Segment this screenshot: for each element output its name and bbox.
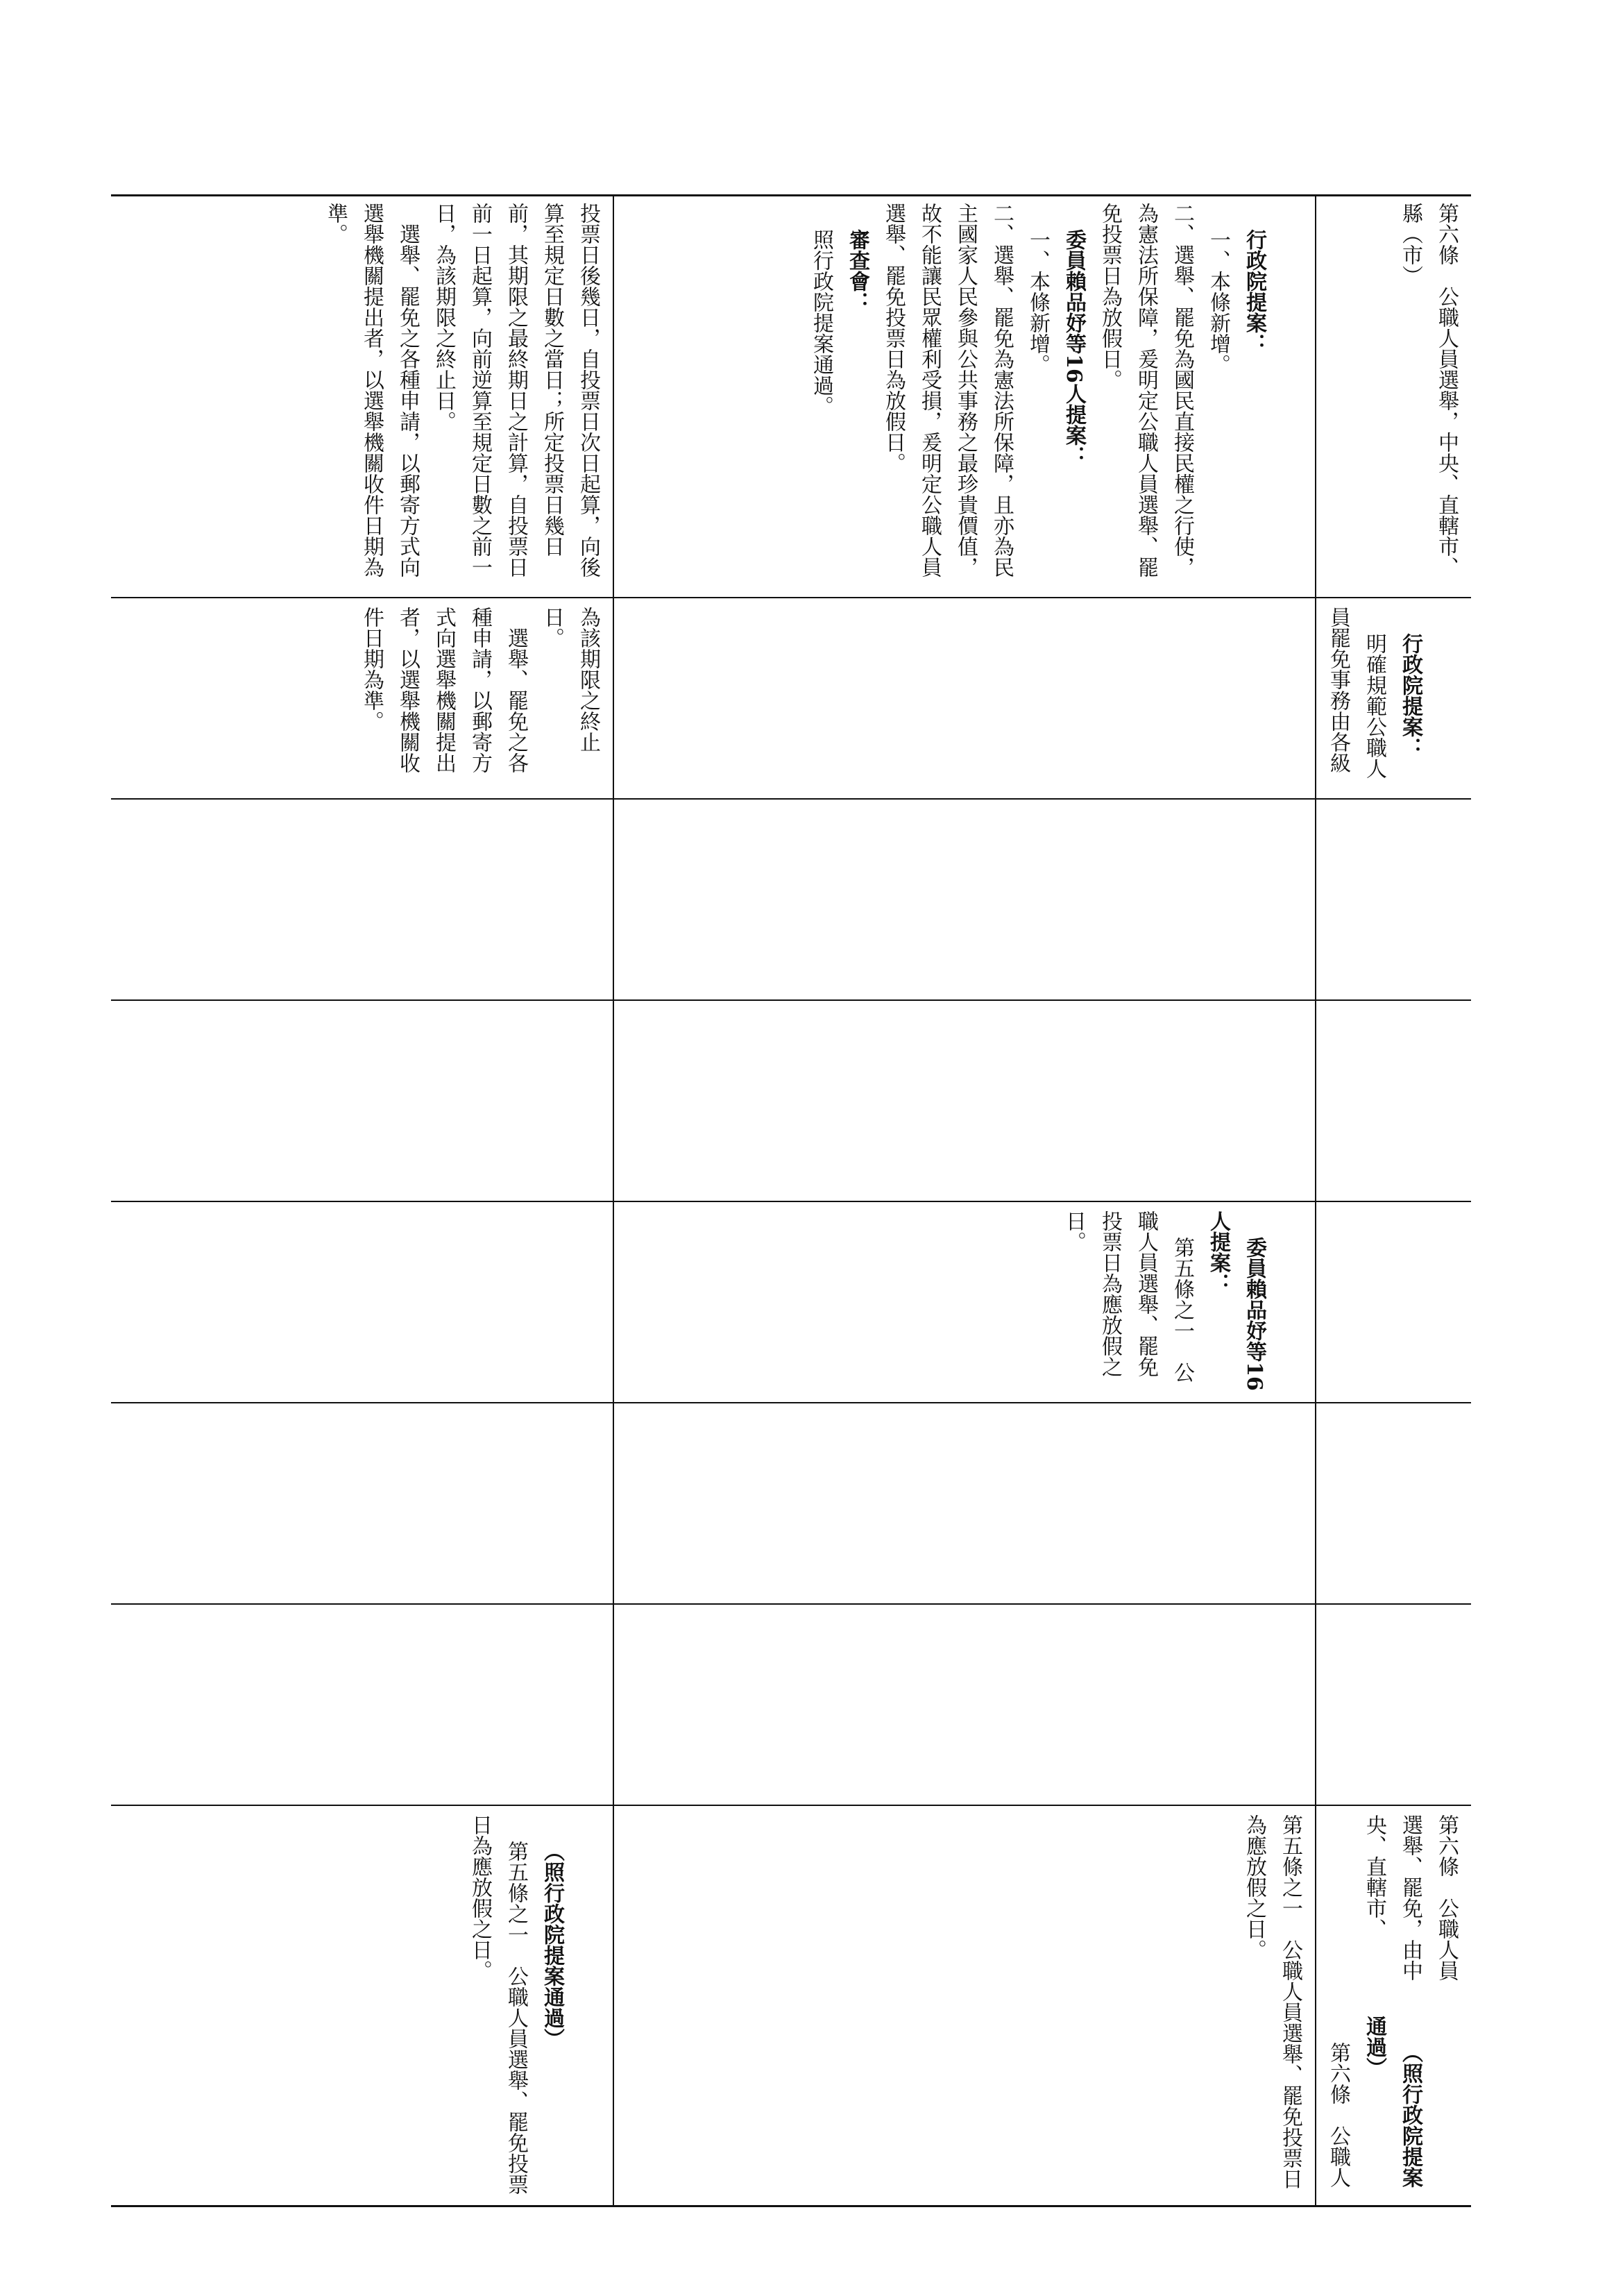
r5c2-title: 委員賴品妤等16人提案： — [1206, 1210, 1266, 1391]
cell-r1c1: 投票日後幾日，自投票日次日起算，向後算至規定日數之當日；所定投票日幾日前，其期限之最終期日之計算，自投票日前一日起算，向前逆算至規定日數之前一日，為該期限之終止日。 選舉、罷免之各種申請，以郵寄方式向選舉機關提出者，以選舉機關收件日期為準。 — [323, 203, 600, 577]
r1c2-body2: 一、本條新增。 二、選舉、罷免為憲法所保障，且亦為民主國家人民參與公共事務之最珍貴價值，故不能讓民眾權利受損，爰明定公職人員選舉、罷免投票日為放假日。 — [881, 203, 1050, 577]
cell-r8c2: 第五條之一 公職人員選舉、罷免投票日為應放假之日。 — [1242, 1814, 1302, 2189]
row-divider-3 — [111, 999, 1471, 1001]
r8c4-title: （照行政院提案通過） — [1362, 2016, 1422, 2188]
cell-r8c4 — [1316, 2007, 1471, 2205]
document-table — [111, 194, 1471, 2207]
row-divider-2 — [111, 798, 1471, 800]
cell-r5c2 — [614, 1202, 1315, 1402]
cell-r8c1 — [111, 1806, 613, 2205]
r1c2-title2: 委員賴品妤等16人提案： — [1062, 229, 1086, 466]
r8c1-title: （照行政院提案通過） — [540, 1841, 564, 2050]
row-divider-5 — [111, 1402, 1471, 1403]
r1c2-title: 行政院提案： — [1242, 229, 1266, 355]
cell-r2c1: 為該期限之終止日。 選舉、罷免之各種申請，以郵寄方式向選舉機關提出者，以選舉機關收件日期為準。 — [359, 607, 600, 773]
cell-r8c3: 第六條 公職人員選舉、罷免，由中央、直轄市、 — [1362, 1814, 1459, 1981]
r8c1-body: 第五條之一 公職人員選舉、罷免投票日為應放假之日。 — [468, 1814, 528, 2195]
cell-r1c2 — [614, 194, 1315, 597]
cell-r1c3: 第六條 公職人員選舉，中央、直轄市、縣（市） — [1398, 203, 1459, 577]
r1c2-body3: 照行政院提案通過。 — [809, 229, 833, 417]
r8c4-body: 第六條 公職人 — [1326, 2042, 1350, 2188]
row-divider-6 — [111, 1603, 1471, 1605]
r5c2-body: 第五條之一 公職人員選舉、罷免投票日為應放假之日。 — [1062, 1210, 1194, 1383]
r1c2-title3: 審查會： — [845, 229, 869, 313]
cell-r1c4 — [1316, 598, 1471, 798]
table-bottom-border — [111, 2205, 1471, 2207]
r1c4-body: 明確規範公職人員罷免事務由各級 — [1326, 607, 1386, 779]
r1c2-body: 一、本條新增。 二、選舉、罷免為國民直接民權之行使，為憲法所保障，爰明定公職人員選舉、罷免投票日為放假日。 — [1098, 203, 1230, 577]
r1c4-title: 行政院提案： — [1398, 633, 1422, 759]
